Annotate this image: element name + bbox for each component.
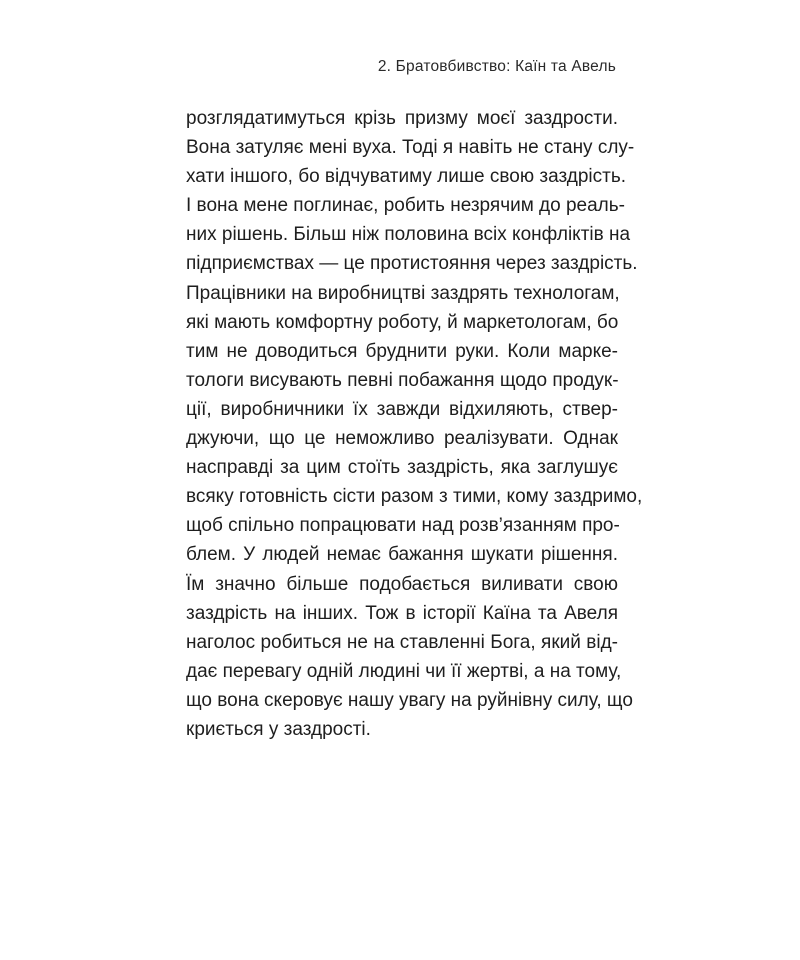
- text-line: тологи висувають певні побажання щодо продук-: [186, 369, 619, 391]
- text-line: розглядатимуться крізь призму моєї заздрости.: [186, 108, 618, 129]
- text-line: Їм значно більше подобається виливати свою: [186, 573, 618, 595]
- text-line: дає перевагу одній людині чи її жертві, а на тому,: [186, 660, 622, 682]
- text-line: тим не доводиться бруднити руки. Коли марке-: [186, 340, 618, 362]
- text-line: заздрість на інших. Тож в історії Каїна та Авеля: [186, 602, 618, 624]
- running-head-title: 2. Братовбивство: Каїн та Авель: [377, 58, 616, 75]
- text-line: них рішень. Більш ніж половина всіх конфліктів на: [186, 224, 631, 246]
- text-line: щоб спільно попрацювати над розв’язанням про-: [186, 515, 620, 537]
- text-line: що вона скеровує нашу увагу на руйнівну силу, що: [186, 689, 633, 711]
- text-line: наголос робиться не на ставленні Бога, який від-: [186, 631, 618, 653]
- page-body-text: [186, 104, 643, 744]
- text-line: які мають комфортну роботу, й маркетологам, бо: [186, 311, 619, 333]
- text-line: Працівники на виробництві заздрять технологам,: [186, 282, 620, 304]
- text-line: джуючи, що це неможливо реалізувати. Однак: [186, 428, 618, 450]
- text-line: блем. У людей немає бажання шукати рішення.: [186, 544, 618, 566]
- text-line: підприємствах — це протистояння через заздрість.: [186, 253, 638, 275]
- text-line: хати іншого, бо відчуватиму лише свою заздрість.: [186, 166, 626, 188]
- text-line: ції, виробничники їх завжди відхиляють, ствер-: [186, 398, 618, 420]
- text-line: насправді за цим стоїть заздрість, яка заглушує: [186, 457, 618, 479]
- text-line: Вона затуляє мені вуха. Тоді я навіть не стану слу-: [186, 137, 635, 159]
- text-line: І вона мене поглинає, робить незрячим до реаль-: [186, 195, 625, 217]
- text-line: всяку готовність сісти разом з тими, кому заздримо,: [186, 486, 643, 508]
- text-line-last: криється у заздрості.: [186, 718, 371, 740]
